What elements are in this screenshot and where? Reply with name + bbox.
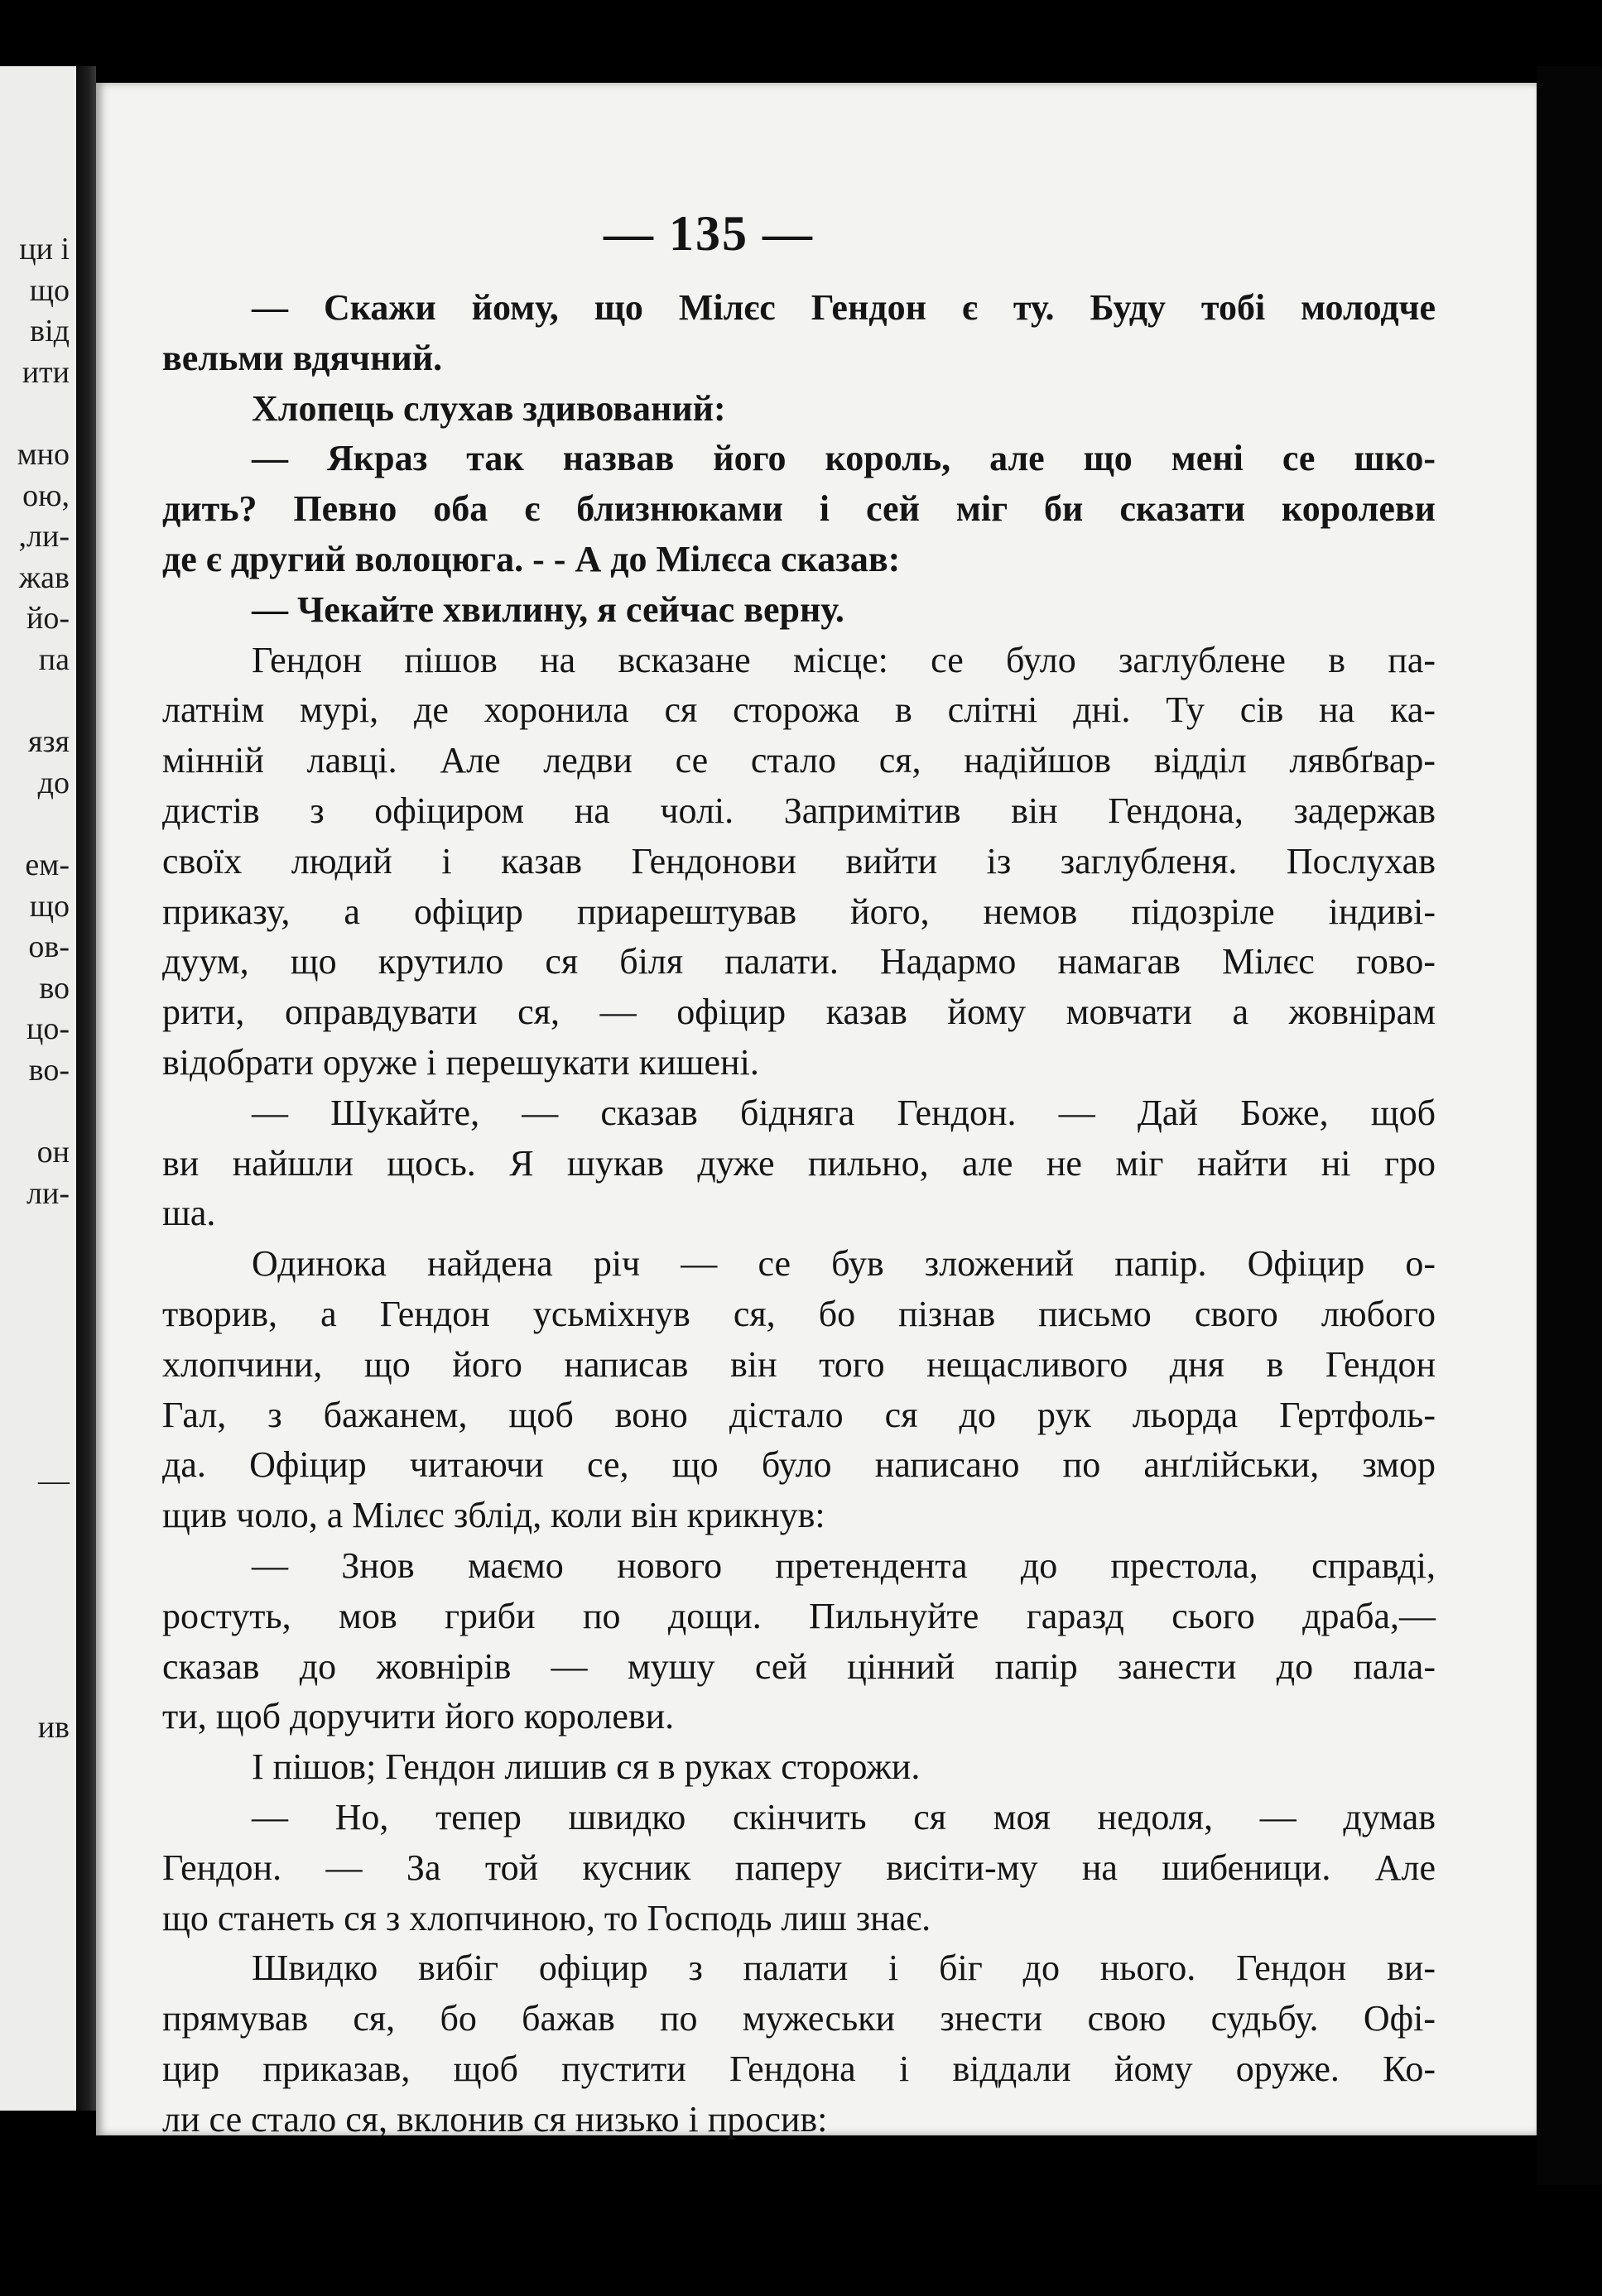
text-line: що станеть ся з хлопчиною, то Господь лиш знає. [162, 1897, 931, 1938]
page-text [162, 283, 1436, 2145]
text-line: Гал, з бажанем, щоб воно дістало ся до рук льорда Гертфоль- [162, 1394, 1436, 1435]
text-line: — Знов маємо нового претендента до престола, справді, [252, 1544, 1436, 1586]
book-page [96, 83, 1537, 2140]
text-line: ша. [162, 1193, 216, 1234]
text-line: рити, оправдувати ся, — офіцир казав йому мовчати а жовнірам [162, 992, 1436, 1033]
facing-page-line: що [29, 888, 70, 924]
text-line: сказав до жовнірів — мушу сей цінний папір занести до пала- [162, 1645, 1436, 1687]
text-line: де є другий волоцюга. - - А до Мілєса сказав: [162, 538, 901, 579]
facing-page-line: ив [37, 1709, 70, 1745]
text-line: відобрати оруже і перешукати кишені. [162, 1041, 759, 1083]
text-line: — Скажи йому, що Мілєс Гендон є ту. Буду тобі молодче [252, 287, 1436, 328]
text-line: вельми вдячний. [162, 337, 443, 378]
text-line: мінній лавці. Але ледви се стало ся, надійшов відділ лявбґвар- [162, 740, 1436, 781]
text-line: Хлопець слухав здивований: [252, 387, 726, 429]
text-line: прямував ся, бо бажав по мужеськи знести свою судьбу. Офі- [162, 1998, 1436, 2039]
facing-page-line: язя [28, 724, 70, 760]
text-line: щив чоло, а Мілєс зблід, коли він крикнув: [162, 1495, 825, 1536]
text-line: — Шукайте, — сказав бідняга Гендон. — Дай Боже, щоб [252, 1092, 1436, 1133]
facing-page-line: йо- [26, 601, 70, 636]
facing-page-line: цо- [26, 1011, 70, 1047]
book-gutter [76, 66, 96, 2111]
text-line: — Якраз так назвав його король, але що мені се шко- [252, 438, 1436, 479]
text-line: творив, а Гендон усьміхнув ся, бо пізнав письмо свого любого [162, 1293, 1436, 1334]
facing-page-line: що [29, 272, 70, 308]
text-line: ростуть, мов гриби по дощи. Пильнуйте гаразд сього драба,— [162, 1595, 1436, 1636]
facing-page-line: во- [28, 1053, 70, 1088]
text-line: цир приказав, щоб пустити Гендона і віддали йому оруже. Ко- [162, 2048, 1436, 2089]
facing-page-line: до [37, 765, 70, 800]
text-line: хлопчини, що його написав він того нещасливого дня в Гендон [162, 1343, 1436, 1385]
text-line: приказу, а офіцир приарештував його, немов підозріле індиві- [162, 891, 1436, 932]
facing-page-line: ою, [22, 478, 70, 513]
text-line: — Чекайте хвилину, я сейчас верну. [252, 588, 844, 630]
facing-page-line: ци і [19, 232, 70, 267]
text-line: латнім мурі, де хоронила ся сторожа в слітні дні. Ту сів на ка- [162, 689, 1436, 731]
facing-page-line: ,ли- [18, 519, 70, 555]
facing-page-line: від [30, 314, 70, 349]
facing-page-line: он [36, 1135, 70, 1170]
text-line: Швидко вибіг офіцир з палати і біг до нього. Гендон ви- [252, 1948, 1436, 1989]
text-line: Гендон. — За той кусник паперу висіти-му на шибеници. Але [162, 1847, 1436, 1888]
facing-page-line: жав [18, 560, 70, 595]
facing-page-line: ем- [25, 848, 70, 882]
facing-page-line: — [38, 1463, 70, 1498]
text-line: дуум, що крутило ся біля палати. Надармо намагав Мілєс гово- [162, 941, 1436, 982]
scan-right-edge [1537, 66, 1602, 2185]
facing-page-line: мно [17, 437, 70, 472]
text-line: — Но, тепер швидко скінчить ся моя недоля, — думав [252, 1796, 1436, 1837]
text-line: ли се стало ся, вклонив ся низько і просив: [162, 2098, 828, 2140]
text-line: дить? Певно оба є близнюками і сей міг би сказати королеви [162, 488, 1436, 530]
text-line: Одинока найдена річ — се був зложений папір. Офіцир о- [252, 1243, 1436, 1285]
page-number: — 135 — [604, 206, 814, 261]
text-line: Гендон пішов на всказане місце: се було заглублене в па- [252, 639, 1436, 680]
text-line: да. Офіцир читаючи се, що було написано по анґлійськи, змор [162, 1444, 1436, 1486]
text-line: І пішов; Гендон лишив ся в руках сторожи. [252, 1746, 921, 1788]
facing-page-line: ов- [28, 929, 70, 965]
facing-page-line: ити [22, 354, 70, 390]
text-line: ви найшли щось. Я шукав дуже пильно, але не міг найти ні гро [162, 1142, 1436, 1184]
text-line: ти, щоб доручити його королеви. [162, 1696, 675, 1737]
text-line: дистів з офіциром на чолі. Запримітив він Гендона, задержав [162, 790, 1436, 831]
facing-page-fragment [0, 66, 76, 2111]
facing-page-line: во [39, 970, 70, 1006]
facing-page-line: па [38, 642, 70, 677]
facing-page-line: ли- [26, 1175, 70, 1211]
text-line: своїх людий і казав Гендонови вийти із заглубленя. Послухав [162, 840, 1436, 881]
